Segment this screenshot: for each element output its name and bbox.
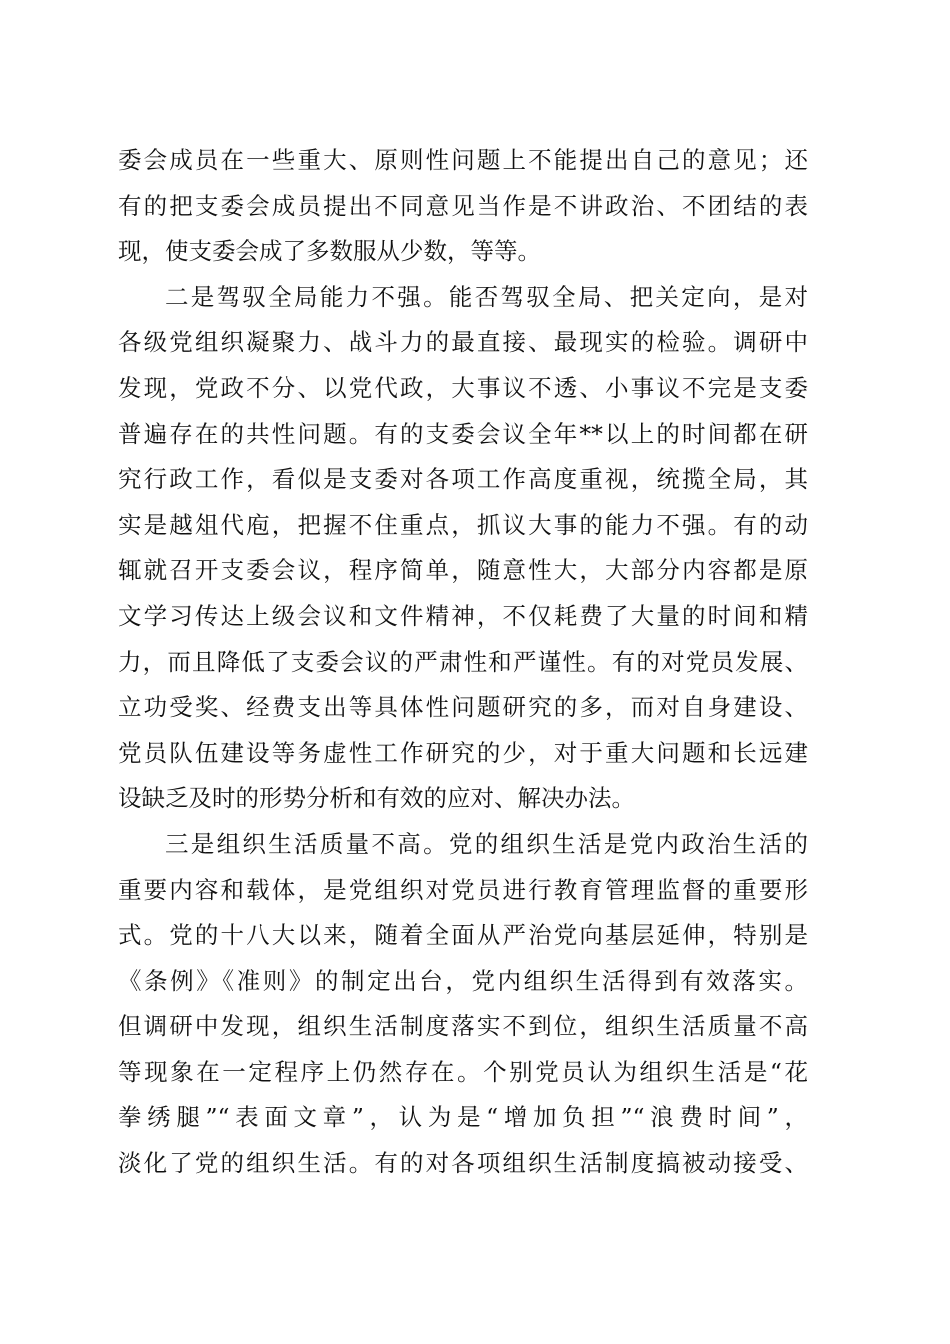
text-line-2: 有的把支委会成员提出不同意见当作是不讲政治、不团结的表 bbox=[118, 191, 808, 220]
text-line-6: 发现，党政不分、以党代政，大事议不透、小事议不完是支委 bbox=[118, 373, 808, 402]
text-line-7: 普遍存在的共性问题。有的支委会议全年**以上的时间都在研 bbox=[118, 419, 808, 448]
text-line-11: 文学习传达上级会议和文件精神，不仅耗费了大量的时间和精 bbox=[118, 601, 808, 630]
text-line-3: 现，使支委会成了多数服从少数，等等。 bbox=[118, 237, 541, 266]
text-line-8: 究行政工作，看似是支委对各项工作高度重视，统揽全局，其 bbox=[118, 465, 808, 494]
text-line-10: 辄就召开支委会议，程序简单，随意性大，大部分内容都是原 bbox=[118, 556, 808, 585]
text-line-19: 《条例》《准则》的制定出台，党内组织生活得到有效落实。 bbox=[118, 966, 808, 995]
paragraph-2-start: 二是驾驭全局能力不强。能否驾驭全局、把关定向，是对 bbox=[165, 282, 808, 311]
text-line-20: 但调研中发现，组织生活制度落实不到位，组织生活质量不高 bbox=[118, 1012, 808, 1041]
text-line-14: 党员队伍建设等务虚性工作研究的少，对于重大问题和长远建 bbox=[118, 738, 808, 767]
text-line-15: 设缺乏及时的形势分析和有效的应对、解决办法。 bbox=[118, 784, 635, 813]
text-line-17: 重要内容和载体，是党组织对党员进行教育管理监督的重要形 bbox=[118, 875, 808, 904]
text-line-9: 实是越俎代庖，把握不住重点，抓议大事的能力不强。有的动 bbox=[118, 510, 808, 539]
text-line-5: 各级党组织凝聚力、战斗力的最直接、最现实的检验。调研中 bbox=[118, 328, 808, 357]
text-line-13: 立功受奖、经费支出等具体性问题研究的多，而对自身建设、 bbox=[118, 693, 808, 722]
text-line-1: 委会成员在一些重大、原则性问题上不能提出自己的意见；还 bbox=[118, 146, 808, 174]
document-body bbox=[118, 138, 808, 1187]
text-line-21: 等现象在一定程序上仍然存在。个别党员认为组织生活是“花 bbox=[118, 1057, 808, 1086]
text-line-12: 力，而且降低了支委会议的严肃性和严谨性。有的对党员发展、 bbox=[118, 647, 808, 676]
paragraph-3-start: 三是组织生活质量不高。党的组织生活是党内政治生活的 bbox=[165, 829, 808, 858]
text-line-22: 拳绣腿”“表面文章”，认为是“增加负担”“浪费时间”， bbox=[118, 1103, 808, 1132]
text-line-18: 式。党的十八大以来，随着全面从严治党向基层延伸，特别是 bbox=[118, 921, 808, 950]
text-line-23: 淡化了党的组织生活。有的对各项组织生活制度搞被动接受、 bbox=[118, 1149, 808, 1178]
